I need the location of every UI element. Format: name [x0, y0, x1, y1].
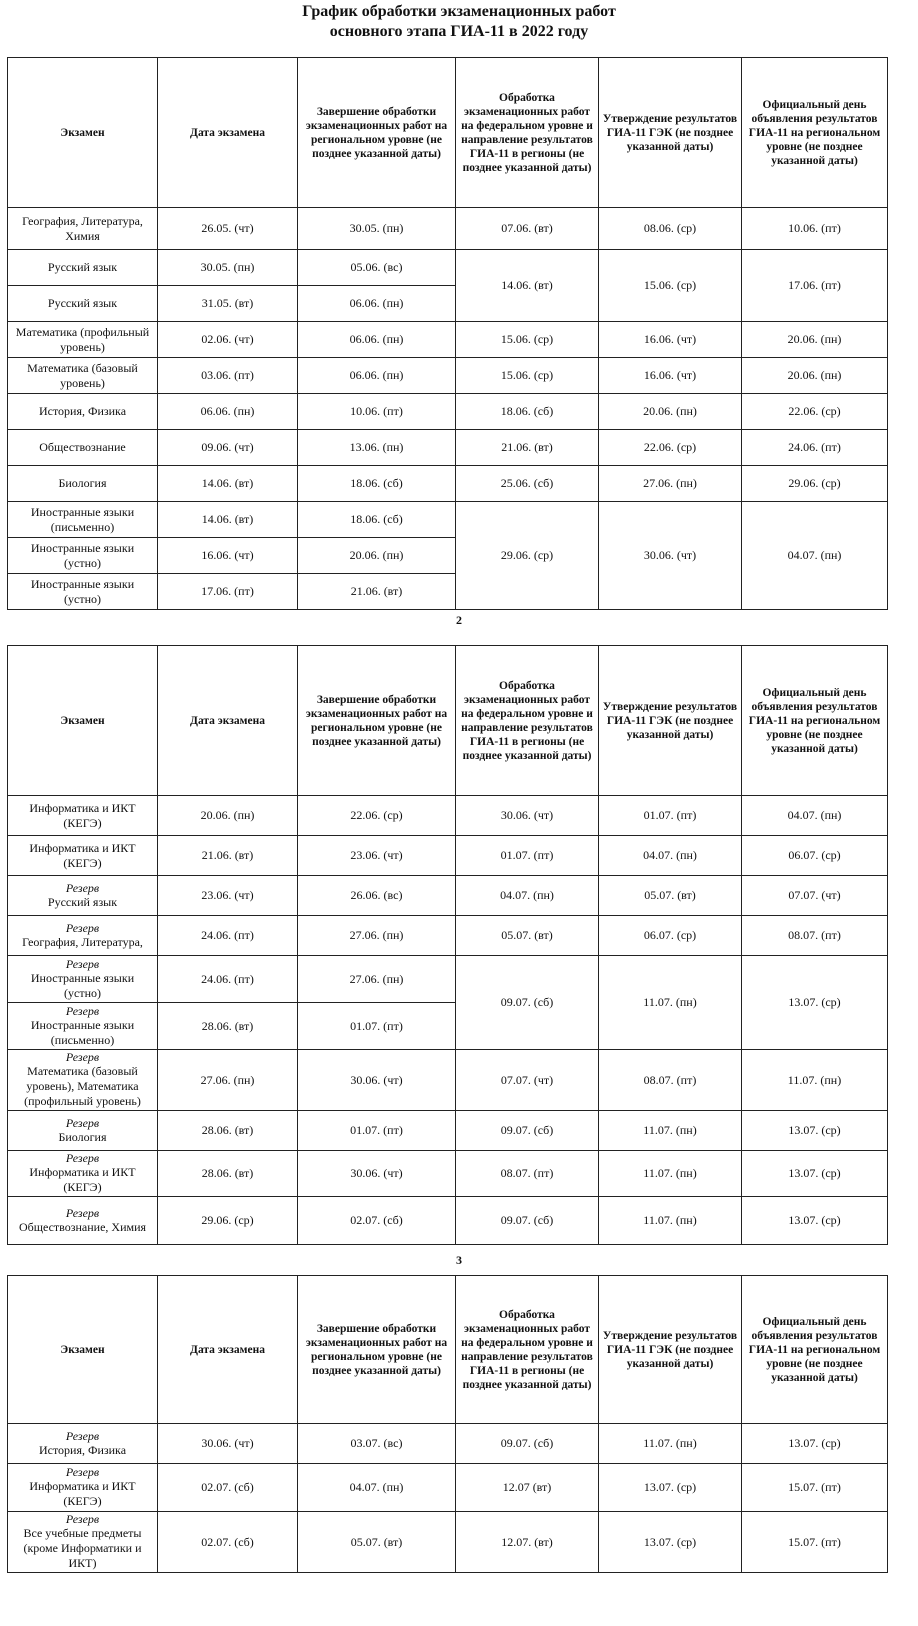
header-approval: Утверждение результатов ГИА-11 ГЭК (не позднее указанной даты): [599, 1276, 742, 1424]
schedule-table-page-2: [7, 645, 888, 1245]
announce-cell: 17.06. (пт): [742, 250, 888, 322]
exam-cell: [8, 1197, 158, 1245]
reserve-label: Резерв: [65, 920, 100, 935]
announce-cell: 15.07. (пт): [742, 1464, 888, 1512]
federal-cell: 12.07. (вт): [456, 1512, 599, 1573]
regional-cell: 27.06. (пн): [298, 956, 456, 1003]
announce-cell: 13.07. (ср): [742, 956, 888, 1050]
exam-cell: Биология: [8, 466, 158, 502]
announce-cell: 13.07. (ср): [742, 1151, 888, 1197]
exam-cell: Математика (базовый уровень): [8, 358, 158, 394]
page-number: 3: [456, 1253, 462, 1267]
date-cell: 23.06. (чт): [158, 876, 298, 916]
table-row: [8, 466, 888, 502]
table-row: [8, 836, 888, 876]
date-cell: 20.06. (пн): [158, 796, 298, 836]
regional-cell: 26.06. (вс): [298, 876, 456, 916]
regional-cell: 13.06. (пн): [298, 430, 456, 466]
date-cell: 24.06. (пт): [158, 956, 298, 1003]
header-date: Дата экзамена: [158, 646, 298, 796]
table-row: [8, 502, 888, 538]
announce-cell: 13.07. (ср): [742, 1111, 888, 1151]
exam-cell: [8, 1512, 158, 1573]
exam-cell: Информатика и ИКТ (КЕГЭ): [8, 836, 158, 876]
regional-cell: 10.06. (пт): [298, 394, 456, 430]
federal-cell: 15.06. (ср): [456, 358, 599, 394]
reserve-label: Резерв: [65, 1151, 100, 1165]
regional-cell: 27.06. (пн): [298, 916, 456, 956]
date-cell: 02.07. (сб): [158, 1464, 298, 1512]
title-line-2: основного этапа ГИА-11 в 2022 году: [329, 23, 589, 40]
approval-cell: 30.06. (чт): [599, 502, 742, 610]
reserve-label: Резерв: [65, 1003, 100, 1018]
page-number: 2: [456, 613, 462, 627]
header-announce: Официальный день объявления результатов ГИА-11 на региональном уровне (не позднее указанной даты): [742, 1276, 888, 1424]
header-federal: Обработка экзаменационных работ на федеральном уровне и направление результатов ГИА-11 в регионы (не позднее указанной даты): [456, 58, 599, 208]
approval-cell: 04.07. (пн): [599, 836, 742, 876]
exam-cell: [8, 916, 158, 956]
exam-cell: [8, 1050, 158, 1111]
header-regional: Завершение обработки экзаменационных работ на региональном уровне (не позднее указанной даты): [298, 58, 456, 208]
approval-cell: 11.07. (пн): [599, 1151, 742, 1197]
exam-cell: [8, 956, 158, 1003]
table-row: [8, 956, 888, 1003]
announce-cell: 20.06. (пн): [742, 358, 888, 394]
federal-cell: 14.06. (вт): [456, 250, 599, 322]
schedule-table-page-3: [7, 1275, 888, 1573]
regional-cell: 21.06. (вт): [298, 574, 456, 610]
header-regional: Завершение обработки экзаменационных работ на региональном уровне (не позднее указанной даты): [298, 1276, 456, 1424]
exam-cell: Информатика и ИКТ (КЕГЭ): [8, 796, 158, 836]
regional-cell: 05.07. (вт): [298, 1512, 456, 1573]
announce-cell: 15.07. (пт): [742, 1512, 888, 1573]
exam-cell: [8, 1111, 158, 1151]
regional-cell: 03.07. (вс): [298, 1424, 456, 1464]
date-cell: 14.06. (вт): [158, 502, 298, 538]
exam-cell: География, Литература, Химия: [8, 208, 158, 250]
date-cell: 06.06. (пн): [158, 394, 298, 430]
approval-cell: 08.07. (пт): [599, 1050, 742, 1111]
table-row: [8, 394, 888, 430]
approval-cell: 13.07. (ср): [599, 1512, 742, 1573]
table-row: [8, 250, 888, 286]
federal-cell: 09.07. (сб): [456, 1197, 599, 1245]
header-announce: Официальный день объявления результатов ГИА-11 на региональном уровне (не позднее указанной даты): [742, 646, 888, 796]
regional-cell: 18.06. (сб): [298, 466, 456, 502]
table-row: [8, 1512, 888, 1573]
date-cell: 28.06. (вт): [158, 1151, 298, 1197]
regional-cell: 01.07. (пт): [298, 1111, 456, 1151]
reserve-label: Резерв: [65, 1512, 100, 1526]
date-cell: 29.06. (ср): [158, 1197, 298, 1245]
announce-cell: 10.06. (пт): [742, 208, 888, 250]
date-cell: 16.06. (чт): [158, 538, 298, 574]
announce-cell: 13.07. (ср): [742, 1197, 888, 1245]
federal-cell: 07.06. (вт): [456, 208, 599, 250]
date-cell: 26.05. (чт): [158, 208, 298, 250]
federal-cell: 18.06. (сб): [456, 394, 599, 430]
date-cell: 31.05. (вт): [158, 286, 298, 322]
announce-cell: 22.06. (ср): [742, 394, 888, 430]
reserve-label: Резерв: [65, 1115, 100, 1130]
exam-cell: Русский язык: [8, 250, 158, 286]
exam-cell: [8, 876, 158, 916]
schedule-table-page-1: [7, 57, 888, 610]
exam-name: География, Литература,: [22, 934, 143, 949]
announce-cell: 08.07. (пт): [742, 916, 888, 956]
regional-cell: 30.05. (пн): [298, 208, 456, 250]
header-row: [8, 1276, 888, 1424]
approval-cell: 11.07. (пн): [599, 1111, 742, 1151]
exam-cell: [8, 1151, 158, 1197]
header-date: Дата экзамена: [158, 58, 298, 208]
table-row: [8, 322, 888, 358]
federal-cell: 30.06. (чт): [456, 796, 599, 836]
reserve-label: Резерв: [65, 1050, 100, 1064]
table-row: [8, 430, 888, 466]
reserve-label: Резерв: [65, 1428, 100, 1443]
exam-cell: Математика (профильный уровень): [8, 322, 158, 358]
table-row: [8, 208, 888, 250]
federal-cell: 25.06. (сб): [456, 466, 599, 502]
regional-cell: 20.06. (пн): [298, 538, 456, 574]
federal-cell: 07.07. (чт): [456, 1050, 599, 1111]
regional-cell: 06.06. (пн): [298, 358, 456, 394]
federal-cell: 12.07 (вт): [456, 1464, 599, 1512]
date-cell: 30.06. (чт): [158, 1424, 298, 1464]
federal-cell: 08.07. (пт): [456, 1151, 599, 1197]
table-row: [8, 876, 888, 916]
regional-cell: 30.06. (чт): [298, 1151, 456, 1197]
exam-cell: Обществознание: [8, 430, 158, 466]
date-cell: 28.06. (вт): [158, 1003, 298, 1050]
announce-cell: 20.06. (пн): [742, 322, 888, 358]
announce-cell: 13.07. (ср): [742, 1424, 888, 1464]
exam-cell: [8, 1464, 158, 1512]
approval-cell: 27.06. (пн): [599, 466, 742, 502]
approval-cell: 15.06. (ср): [599, 250, 742, 322]
federal-cell: 29.06. (ср): [456, 502, 599, 610]
title-line-1: График обработки экзаменационных работ: [302, 3, 616, 20]
header-date: Дата экзамена: [158, 1276, 298, 1424]
reserve-label: Резерв: [65, 1205, 100, 1220]
approval-cell: 16.06. (чт): [599, 322, 742, 358]
approval-cell: 06.07. (ср): [599, 916, 742, 956]
table-row: [8, 1464, 888, 1512]
regional-cell: 04.07. (пн): [298, 1464, 456, 1512]
regional-cell: 02.07. (сб): [298, 1197, 456, 1245]
announce-cell: 04.07. (пн): [742, 796, 888, 836]
federal-cell: 04.07. (пн): [456, 876, 599, 916]
date-cell: 27.06. (пн): [158, 1050, 298, 1111]
table-row: [8, 1151, 888, 1197]
regional-cell: 30.06. (чт): [298, 1050, 456, 1111]
approval-cell: 22.06. (ср): [599, 430, 742, 466]
header-row: [8, 58, 888, 208]
approval-cell: 16.06. (чт): [599, 358, 742, 394]
approval-cell: 05.07. (вт): [599, 876, 742, 916]
exam-name: Математика (базовый уровень), Математика (профильный уровень): [24, 1064, 141, 1108]
header-exam: Экзамен: [8, 58, 158, 208]
header-approval: Утверждение результатов ГИА-11 ГЭК (не позднее указанной даты): [599, 646, 742, 796]
approval-cell: 11.07. (пн): [599, 1424, 742, 1464]
date-cell: 02.06. (чт): [158, 322, 298, 358]
announce-cell: 24.06. (пт): [742, 430, 888, 466]
federal-cell: 09.07. (сб): [456, 956, 599, 1050]
approval-cell: 01.07. (пт): [599, 796, 742, 836]
announce-cell: 11.07. (пн): [742, 1050, 888, 1111]
header-regional: Завершение обработки экзаменационных работ на региональном уровне (не позднее указанной даты): [298, 646, 456, 796]
date-cell: 09.06. (чт): [158, 430, 298, 466]
header-approval: Утверждение результатов ГИА-11 ГЭК (не позднее указанной даты): [599, 58, 742, 208]
table-row: [8, 1424, 888, 1464]
reserve-label: Резерв: [65, 956, 100, 971]
reserve-label: Резерв: [65, 1465, 100, 1479]
exam-cell: [8, 1003, 158, 1050]
federal-cell: 05.07. (вт): [456, 916, 599, 956]
approval-cell: 11.07. (пн): [599, 956, 742, 1050]
exam-cell: Иностранные языки (письменно): [8, 502, 158, 538]
date-cell: 24.06. (пт): [158, 916, 298, 956]
reserve-label: Резерв: [65, 880, 100, 895]
federal-cell: 09.07. (сб): [456, 1111, 599, 1151]
document-title: [0, 2, 918, 42]
date-cell: 28.06. (вт): [158, 1111, 298, 1151]
exam-cell: Русский язык: [8, 286, 158, 322]
exam-cell: История, Физика: [8, 394, 158, 430]
announce-cell: 06.07. (ср): [742, 836, 888, 876]
announce-cell: 04.07. (пн): [742, 502, 888, 610]
exam-name: История, Физика: [38, 1442, 127, 1457]
regional-cell: 05.06. (вс): [298, 250, 456, 286]
table-row: [8, 1111, 888, 1151]
date-cell: 17.06. (пт): [158, 574, 298, 610]
federal-cell: 15.06. (ср): [456, 322, 599, 358]
exam-cell: Иностранные языки (устно): [8, 538, 158, 574]
exam-name: Обществознание, Химия: [18, 1219, 147, 1234]
table-row: [8, 1050, 888, 1111]
approval-cell: 20.06. (пн): [599, 394, 742, 430]
exam-name: Информатика и ИКТ (КЕГЭ): [29, 1479, 136, 1508]
regional-cell: 23.06. (чт): [298, 836, 456, 876]
exam-name: Информатика и ИКТ (КЕГЭ): [29, 1165, 136, 1194]
approval-cell: 11.07. (пн): [599, 1197, 742, 1245]
date-cell: 14.06. (вт): [158, 466, 298, 502]
announce-cell: 29.06. (ср): [742, 466, 888, 502]
federal-cell: 09.07. (сб): [456, 1424, 599, 1464]
announce-cell: 07.07. (чт): [742, 876, 888, 916]
approval-cell: 13.07. (ср): [599, 1464, 742, 1512]
federal-cell: 21.06. (вт): [456, 430, 599, 466]
regional-cell: 22.06. (ср): [298, 796, 456, 836]
exam-cell: [8, 1424, 158, 1464]
header-row: [8, 646, 888, 796]
exam-cell: Иностранные языки (устно): [8, 574, 158, 610]
header-exam: Экзамен: [8, 1276, 158, 1424]
exam-name: Все учебные предметы (кроме Информатики и ИКТ): [23, 1526, 142, 1570]
date-cell: 02.07. (сб): [158, 1512, 298, 1573]
exam-name: Иностранные языки (письменно): [30, 1017, 135, 1047]
table-row: [8, 796, 888, 836]
date-cell: 30.05. (пн): [158, 250, 298, 286]
header-exam: Экзамен: [8, 646, 158, 796]
regional-cell: 01.07. (пт): [298, 1003, 456, 1050]
regional-cell: 06.06. (пн): [298, 286, 456, 322]
federal-cell: 01.07. (пт): [456, 836, 599, 876]
table-row: [8, 916, 888, 956]
table-row: [8, 358, 888, 394]
exam-name: Русский язык: [47, 894, 118, 909]
approval-cell: 08.06. (ср): [599, 208, 742, 250]
regional-cell: 18.06. (сб): [298, 502, 456, 538]
header-announce: Официальный день объявления результатов ГИА-11 на региональном уровне (не позднее указанной даты): [742, 58, 888, 208]
header-federal: Обработка экзаменационных работ на федеральном уровне и направление результатов ГИА-11 в регионы (не позднее указанной даты): [456, 1276, 599, 1424]
exam-name: Иностранные языки (устно): [30, 970, 135, 1000]
date-cell: 03.06. (пт): [158, 358, 298, 394]
date-cell: 21.06. (вт): [158, 836, 298, 876]
exam-name: Биология: [58, 1129, 107, 1144]
table-row: [8, 1197, 888, 1245]
header-federal: Обработка экзаменационных работ на федеральном уровне и направление результатов ГИА-11 в регионы (не позднее указанной даты): [456, 646, 599, 796]
regional-cell: 06.06. (пн): [298, 322, 456, 358]
